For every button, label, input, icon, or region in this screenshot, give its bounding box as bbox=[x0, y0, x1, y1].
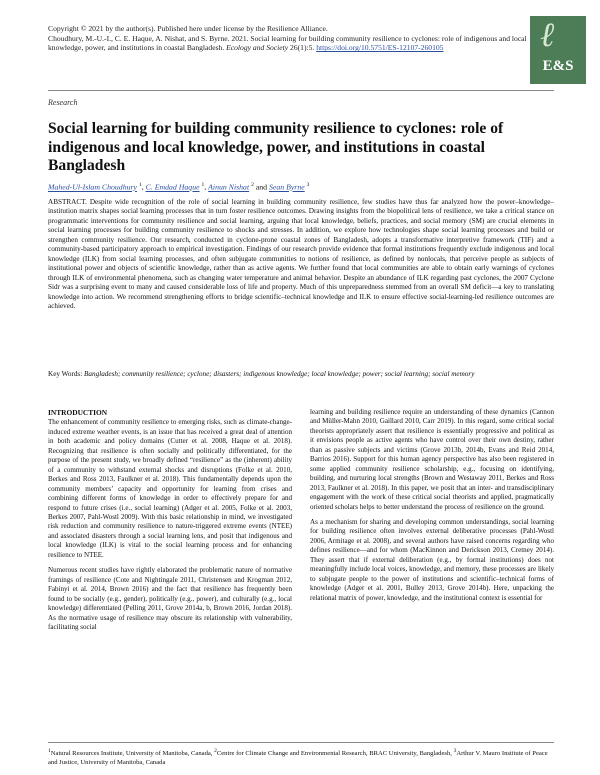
journal-logo bbox=[530, 16, 586, 84]
citation-header bbox=[48, 24, 528, 53]
author-affiliation: 1 bbox=[138, 182, 142, 188]
abstract bbox=[48, 198, 554, 311]
body-paragraph: The enhancement of community resilience to emerging risks, such as climate-change-induced extreme weather events, is an issue that has received a great deal of attention in both academic and policy domains (Cutter et al. 2008, Haque et al. 2018). Recognizing that resilience is often socially and politically differentiated, for the purpose of the present study, we broadly defined “resilience” as the (inherent) ability of a community to withstand external shocks and disruptions (Folke et al. 2010, Berkes and Ross 2013, Faulkner et al. 2018). This fundamentally depends upon the community members’ capacity and opportunity for learning from crises and combining different forms of knowledge in order to effectively prepare for and respond to future crises (i.e., social learning) (Adger et al. 2005, Folke et al. 2003, Berkes 2007, Pahl-Wostl 2009). With this basic relationship in mind, we investigated risk reduction and community resilience to nature-triggered extreme events (NTEE) and associated disasters through a social learning lens, and posit that indigenous and local knowledge (ILK) is vital to the social learning process and for enhancing resilience to NTEE. bbox=[48, 418, 292, 559]
affiliation-3: Arthur V. Mauro Institute of Peace and Justice, University of Manitoba, Canada bbox=[48, 750, 548, 766]
logo-swirl-icon: ℓ bbox=[540, 15, 555, 55]
footnote-marker: 1 bbox=[48, 748, 51, 754]
affiliation-1: Natural Resources Institute, University of Manitoba, Canada, bbox=[50, 750, 213, 758]
citation-text: Choudhury, M.-U.-I., C. E. Haque, A. Nishat, and S. Byrne. 2021. Social learning for building community resilience to cyclones: role of indigenous and local knowledge, power, and institutions in coastal Bangladesh. bbox=[48, 33, 527, 53]
affiliation-footnote bbox=[48, 747, 554, 767]
keywords bbox=[48, 370, 554, 379]
copyright-line: Copyright © 2021 by the author(s). Published here under license by the Resilience Alliance. bbox=[48, 24, 328, 33]
section-label: Research bbox=[48, 98, 78, 107]
paper-title: Social learning for building community resilience to cyclones: role of indigenous and local knowledge, power, and institutions in coastal Bangladesh bbox=[48, 120, 504, 175]
header-divider bbox=[48, 90, 554, 91]
author-name[interactable]: Mahed-Ul-Islam Choudhury bbox=[48, 182, 138, 192]
author-name[interactable]: Sean Byrne bbox=[268, 182, 305, 192]
logo-text: E&S bbox=[542, 58, 574, 74]
footnote-divider bbox=[48, 742, 554, 743]
footnote-marker: 3 bbox=[453, 748, 457, 754]
author-name[interactable]: C. Emdad Haque bbox=[145, 182, 200, 192]
abstract-text: Despite wide recognition of the role of social learning in building community resilience, few studies have thus far analyzed how the power–knowledge–institution matrix shapes social learning processes that in turn foster resilience outcomes. Drawing insights from the biopolitical lens of resilience, we take a critical stance on programmatic interventions for community resilience and social learning, arguing that local knowledge, beliefs, practices, and social memory (SM) are crucial elements in social learning processes for building community resilience to shocks and stresses. In addition, we explore how technologies shape social learning processes and build or strengthen community resilience. Our research, conducted in cyclone-prone coastal zones of Bangladesh, adopts a transformative interpretive framework (TIF) and a community-based participatory approach to empirical investigation. Findings of our research provide evidence that formal institutions frequently exclude indigenous and local knowledge (ILK) from social learning processes, and often subjugate communities to notions of resilience, as defined by nonlocals, that perceive people as subjects of institutional power and objects of scientific knowledge, rather than as active agents. We further found that local communities are able to obtain early warnings of cyclones through ILK of environmental phenomena, such as changing water temperature and animal behavior. Despite an abundance of ILK regarding past cyclones, the 2007 Cyclone Sidr was a surprising event to many and caused considerable loss of life and property. Much of this unpreparedness stemmed from an overall SM deficit—a key to translating knowledge into action. We recommend strengthening efforts to bridge scientific–technical knowledge and ILK to ensure effective social-learning-led resilience outcomes are achieved. bbox=[48, 198, 554, 310]
keywords-label: Key Words: bbox=[48, 370, 83, 378]
author-list: Mahed-Ul-Islam Choudhury $^1$, C. Emdad Haque $^1$, Ainun Nishat $^2$ and Sean Byrne $^3$ bbox=[48, 182, 310, 192]
affiliation-2: Centre for Climate Change and Environmental Research, BRAC University, Bangladesh, bbox=[216, 750, 452, 758]
body-paragraph: learning and building resilience require an understanding of these dynamics (Cannon and Müller-Mahn 2010, Gaillard 2010, Carr 2019). In this regard, some critical social theorists appropriately assert that resilience is essentially progressive and political as it envisions people as active agents who have control over their own destiny, rather than as passive subjects and victims (Grove 2013b, 2014b, Evans and Reid 2014, Barrios 2016). Support for this human agency perspective has also been registered in some applied community resilience scholarship, e.g., focusing on identifying, building, and nurturing local strengths (Brown and Westaway 2011, Berkes and Ross 2013, Faulkner et al. 2018). In this paper, we posit that an inter- and transdisciplinary engagement with the work of these critical social theorists and applied, pragmatically oriented scholars helps to better understand the process of resilience on the ground. bbox=[310, 408, 554, 511]
author-name[interactable]: Ainun Nishat bbox=[208, 182, 250, 192]
footnote-marker: 2 bbox=[214, 748, 217, 754]
body-paragraph: Numerous recent studies have rightly elaborated the problematic nature of normative framings of resilience (Cote and Nightingale 2011, Christensen and Krogman 2012, Fabinyi et al. 2014, Brown 2016) and the fact that resilience has frequently been found to be socially (e.g., gender), politically (e.g., power), and culturally (e.g., local knowledge) differentiated (Pelling 2011, Grove 2014a, b, Brown 2016, Jordan 2018). As the normative usage of resilience may obscure its relationship with vulnerability, facilitating social bbox=[48, 566, 292, 631]
journal-volume: 26(1):5. bbox=[290, 43, 315, 53]
body-column-right bbox=[310, 408, 554, 609]
section-heading: INTRODUCTION bbox=[48, 408, 108, 417]
citation-block bbox=[48, 34, 528, 53]
body-column-left bbox=[48, 408, 292, 638]
journal-name: Ecology and Society bbox=[226, 43, 289, 53]
body-paragraph: As a mechanism for sharing and developing common understandings, social learning for building resilience often involves external deliberative processes (Pahl-Wostl 2006, Armitage et al. 2008), and several authors have raised concerns regarding who defines resilience—and for whom (MacKinnon and Derickson 2013, Cretney 2014). They assert that if external deliberation (e.g., by formal institutions) does not meaningfully include local voices, knowledge, and memory, these processes are likely to subjugate people to the power of institutions and scientific–technical forms of knowledge (Adger et al. 2001, Bulley 2013, Grove 2014b). Here, unpacking the relational matrix of power, knowledge, and the institutional context is essential for bbox=[310, 517, 554, 602]
doi-link[interactable]: https://doi.org/10.5751/ES-12107-260105 bbox=[316, 43, 444, 53]
keywords-text: Bangladesh; community resilience; cyclone; disasters; indigenous knowledge; local knowledge; power; social learning; social memory bbox=[84, 370, 475, 378]
author-affiliation: 2 bbox=[251, 182, 254, 188]
author-affiliation: 3 bbox=[306, 182, 310, 188]
author-affiliation: 1 bbox=[201, 182, 205, 188]
abstract-label: ABSTRACT. bbox=[48, 198, 87, 206]
